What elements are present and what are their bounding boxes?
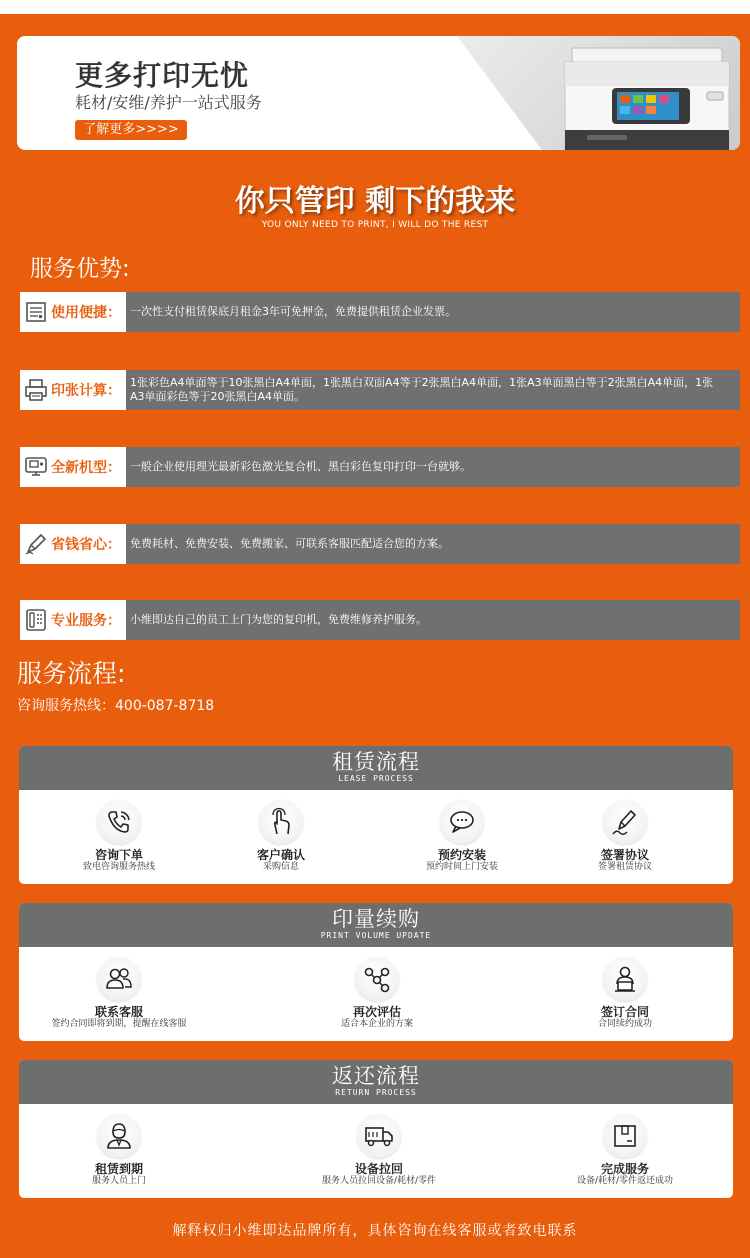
step-icon-circle <box>97 800 141 844</box>
panel-title: 返还流程 <box>332 1064 420 1088</box>
learn-more-button[interactable]: 了解更多>>>> <box>75 120 187 140</box>
step-icon-circle <box>97 957 141 1001</box>
banner-title: 更多打印无忧 <box>75 59 250 92</box>
step-subtitle: 合同续约成功 <box>597 1019 652 1029</box>
step-title: 预约安装 <box>437 848 486 862</box>
advantage-label-box <box>20 370 126 410</box>
step-icon-circle <box>259 800 303 844</box>
package-box-icon <box>610 1121 640 1151</box>
step-subtitle: 适合本企业的方案 <box>340 1019 413 1029</box>
advantage-label-box <box>20 600 126 640</box>
panel-header <box>19 746 733 790</box>
step-icon-circle <box>357 1114 401 1158</box>
step-icon-circle <box>355 957 399 1001</box>
network-icon <box>362 964 392 994</box>
promo-banner[interactable] <box>17 36 740 150</box>
hand-click-icon <box>266 807 296 837</box>
printer-icon <box>24 300 48 324</box>
advantage-text: 免费耗材、免费安装、免费搬家、可联系客服匹配适合您的方案。 <box>126 524 740 564</box>
step-title: 再次评估 <box>352 1005 401 1019</box>
advantage-row <box>20 600 740 640</box>
advantage-row <box>20 370 740 410</box>
advantage-label: 全新机型： <box>51 460 121 476</box>
panel-header <box>19 903 733 947</box>
panel-title: 租赁流程 <box>332 750 420 774</box>
process-step <box>545 957 705 1030</box>
chat-bubble-icon <box>447 807 477 837</box>
advantage-label: 省钱省心： <box>51 537 121 553</box>
process-step <box>545 800 705 873</box>
delivery-truck-icon <box>364 1121 394 1151</box>
advantage-label-box <box>20 447 126 487</box>
step-title: 签订合同 <box>600 1005 649 1019</box>
step-title: 租赁到期 <box>94 1162 143 1176</box>
slogan-title: 你只管印 剩下的我来 <box>234 184 516 219</box>
step-subtitle: 服务人员拉回设备/耗材/零件 <box>321 1176 437 1186</box>
process-step <box>201 800 361 873</box>
step-title: 设备拉回 <box>354 1162 403 1176</box>
footer-disclaimer: 解释权归小维即达品牌所有，具体咨询在线客服或者致电联系 <box>172 1223 578 1239</box>
panel-title: 印量续购 <box>332 907 420 931</box>
flow-heading: 服务流程: <box>17 659 126 688</box>
phone-icon <box>24 608 48 632</box>
process-step <box>545 1114 705 1187</box>
copier-machine-icon <box>24 455 48 479</box>
panel-title-en: PRINT VOLUME UPDATE <box>320 931 432 940</box>
service-hotline[interactable]: 咨询服务热线：400-087-8718 <box>17 698 215 714</box>
advantage-row <box>20 447 740 487</box>
advantage-label: 使用便捷： <box>51 305 121 321</box>
step-title: 咨询下单 <box>94 848 143 862</box>
advantage-text: 小维即达自己的员工上门为您的复印机，免费维修养护服务。 <box>126 600 740 640</box>
advantage-row <box>20 524 740 564</box>
advantage-label: 专业服务： <box>51 613 121 629</box>
users-icon <box>104 964 134 994</box>
advantage-label: 印张计算： <box>51 383 121 399</box>
advantage-row <box>20 292 740 332</box>
slogan-subtitle-en: YOU ONLY NEED TO PRINT, I WILL DO THE REST <box>261 220 489 230</box>
step-subtitle: 服务人员上门 <box>91 1176 146 1186</box>
advantage-label-box <box>20 292 126 332</box>
step-subtitle: 设备/耗材/零件返还成功 <box>576 1176 674 1186</box>
advantage-label-box <box>20 524 126 564</box>
service-person-icon <box>104 1121 134 1151</box>
step-subtitle: 采购信息 <box>262 862 299 872</box>
pen-icon <box>24 532 48 556</box>
step-icon-circle <box>440 800 484 844</box>
step-subtitle: 签署租赁协议 <box>597 862 652 872</box>
panel-title-en: RETURN PROCESS <box>335 1088 417 1097</box>
user-laptop-icon <box>610 964 640 994</box>
step-title: 完成服务 <box>600 1162 649 1176</box>
advantage-text: 一般企业使用理光最新彩色激光复合机、黑白彩色复印打印一台就够。 <box>126 447 740 487</box>
step-icon-circle <box>603 957 647 1001</box>
top-white-strip <box>0 0 750 14</box>
print-volume-panel <box>19 903 733 1041</box>
process-step <box>39 800 199 873</box>
copier-machine-image <box>557 42 737 150</box>
banner-subtitle: 耗材/安维/养护一站式服务 <box>75 93 262 112</box>
lease-process-panel <box>19 746 733 884</box>
step-title: 客户确认 <box>256 848 305 862</box>
step-subtitle: 预约时间上门安装 <box>425 862 498 872</box>
advantages-heading: 服务优势: <box>30 256 130 282</box>
phone-call-icon <box>104 807 134 837</box>
advantage-text: 1张彩色A4单面等于10张黑白A4单面，1张黑白双面A4等于2张黑白A4单面，1张A3单面黑白等于2张黑白A4单面，1张A3单面彩色等于20张黑白A4单面。 <box>126 370 740 410</box>
advantage-text: 一次性支付租赁保底月租金3年可免押金，免费提供租赁企业发票。 <box>126 292 740 332</box>
process-step <box>382 800 542 873</box>
panel-title-en: LEASE PROCESS <box>338 774 414 783</box>
print-tray-icon <box>24 378 48 402</box>
step-icon-circle <box>97 1114 141 1158</box>
signature-pen-icon <box>610 807 640 837</box>
process-step <box>39 957 199 1030</box>
step-title: 签署协议 <box>600 848 649 862</box>
step-title: 联系客服 <box>94 1005 143 1019</box>
return-process-panel <box>19 1060 733 1198</box>
step-icon-circle <box>603 800 647 844</box>
panel-header <box>19 1060 733 1104</box>
process-step <box>299 1114 459 1187</box>
process-step <box>39 1114 199 1187</box>
step-icon-circle <box>603 1114 647 1158</box>
step-subtitle: 致电咨询服务热线 <box>82 862 155 872</box>
step-subtitle: 签约合同即将到期，提醒在线客服 <box>51 1019 187 1029</box>
process-step <box>297 957 457 1030</box>
